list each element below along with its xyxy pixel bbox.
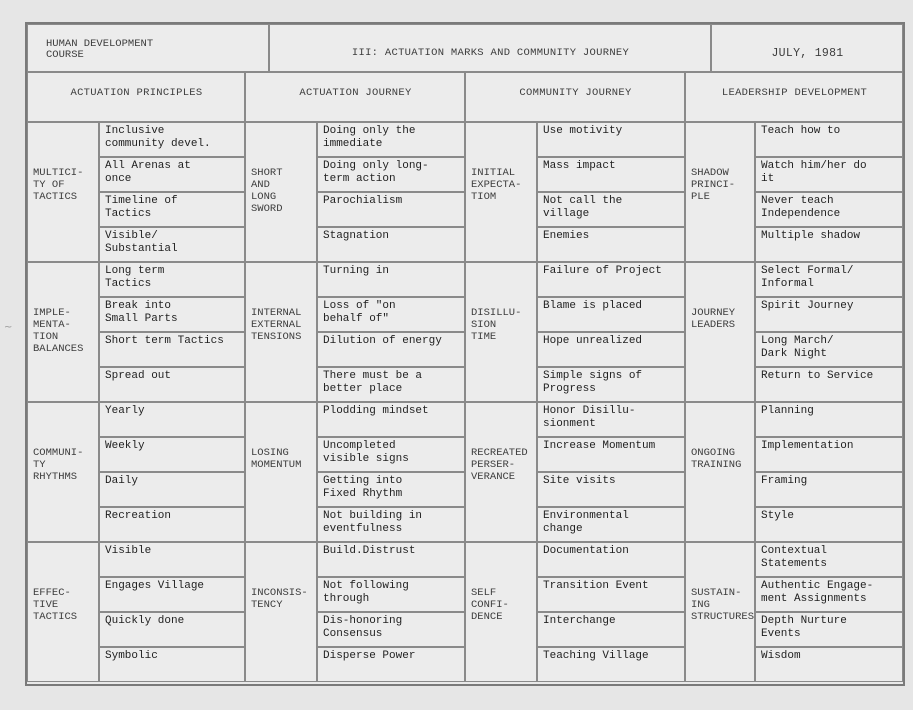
section-2-community-item: Hope unrealized bbox=[537, 332, 685, 367]
column-header-community: COMMUNITY JOURNEY bbox=[465, 72, 685, 122]
section-4-principle-item: Quickly done bbox=[99, 612, 245, 647]
section-2-leadership-item: Spirit Journey bbox=[755, 297, 903, 332]
section-3-leadership-item: Framing bbox=[755, 472, 903, 507]
section-1-actuation-item: Stagnation bbox=[317, 227, 465, 262]
section-2-leadership-category: JOURNEY LEADERS bbox=[685, 262, 755, 402]
section-1-community-category: INITIAL EXPECTA- TIOM bbox=[465, 122, 537, 262]
section-2-actuation-item: Dilution of energy bbox=[317, 332, 465, 367]
section-1-leadership-category: SHADOW PRINCI- PLE bbox=[685, 122, 755, 262]
section-3-community-item: Environmental change bbox=[537, 507, 685, 542]
section-4-community-item: Transition Event bbox=[537, 577, 685, 612]
section-1-leadership-item: Teach how to bbox=[755, 122, 903, 157]
section-3-community-item: Increase Momentum bbox=[537, 437, 685, 472]
section-4-community-category: SELF CONFI- DENCE bbox=[465, 542, 537, 682]
section-4-actuation-category: INCONSIS- TENCY bbox=[245, 542, 317, 682]
section-3-community-item: Honor Disillu- sionment bbox=[537, 402, 685, 437]
section-3-community-item: Site visits bbox=[537, 472, 685, 507]
column-header-actuation: ACTUATION JOURNEY bbox=[245, 72, 465, 122]
section-3-community-category: RECREATED PERSER- VERANCE bbox=[465, 402, 537, 542]
section-1-principle-item: Visible/ Substantial bbox=[99, 227, 245, 262]
section-3-principle-item: Daily bbox=[99, 472, 245, 507]
section-4-actuation-item: Not following through bbox=[317, 577, 465, 612]
section-2-community-category: DISILLU- SION TIME bbox=[465, 262, 537, 402]
section-2-community-item: Blame is placed bbox=[537, 297, 685, 332]
section-3-leadership-item: Planning bbox=[755, 402, 903, 437]
section-4-actuation-item: Dis-honoring Consensus bbox=[317, 612, 465, 647]
section-2-principle-item: Long term Tactics bbox=[99, 262, 245, 297]
section-1-community-item: Mass impact bbox=[537, 157, 685, 192]
section-1-actuation-item: Doing only long- term action bbox=[317, 157, 465, 192]
section-4-community-item: Interchange bbox=[537, 612, 685, 647]
section-4-community-item: Teaching Village bbox=[537, 647, 685, 682]
section-2-actuation-item: There must be a better place bbox=[317, 367, 465, 402]
section-1-community-item: Enemies bbox=[537, 227, 685, 262]
section-1-principle-item: Inclusive community devel. bbox=[99, 122, 245, 157]
section-1-leadership-item: Watch him/her do it bbox=[755, 157, 903, 192]
section-3-actuation-item: Getting into Fixed Rhythm bbox=[317, 472, 465, 507]
section-2-leadership-item: Return to Service bbox=[755, 367, 903, 402]
section-4-community-item: Documentation bbox=[537, 542, 685, 577]
section-4-leadership-category: SUSTAIN- ING STRUCTURES bbox=[685, 542, 755, 682]
section-3-leadership-item: Implementation bbox=[755, 437, 903, 472]
section-2-community-item: Failure of Project bbox=[537, 262, 685, 297]
section-2-principle-category: IMPLE- MENTA- TION BALANCES bbox=[27, 262, 99, 402]
section-1-leadership-item: Multiple shadow bbox=[755, 227, 903, 262]
section-2-actuation-category: INTERNAL EXTERNAL TENSIONS bbox=[245, 262, 317, 402]
section-1-actuation-item: Doing only the immediate bbox=[317, 122, 465, 157]
margin-mark: ~ bbox=[4, 322, 13, 333]
section-3-leadership-item: Style bbox=[755, 507, 903, 542]
section-3-principle-item: Recreation bbox=[99, 507, 245, 542]
column-header-leadership: LEADERSHIP DEVELOPMENT bbox=[685, 72, 903, 122]
section-4-principle-item: Visible bbox=[99, 542, 245, 577]
document-title: III: ACTUATION MARKS AND COMMUNITY JOURNEY bbox=[269, 24, 711, 72]
section-3-principle-item: Weekly bbox=[99, 437, 245, 472]
section-3-actuation-item: Uncompleted visible signs bbox=[317, 437, 465, 472]
chart-table bbox=[25, 22, 905, 686]
section-1-actuation-item: Parochialism bbox=[317, 192, 465, 227]
section-2-actuation-item: Turning in bbox=[317, 262, 465, 297]
section-3-actuation-category: LOSING MOMENTUM bbox=[245, 402, 317, 542]
section-1-community-item: Not call the village bbox=[537, 192, 685, 227]
section-2-principle-item: Short term Tactics bbox=[99, 332, 245, 367]
section-4-actuation-item: Disperse Power bbox=[317, 647, 465, 682]
section-1-principle-item: Timeline of Tactics bbox=[99, 192, 245, 227]
section-2-principle-item: Spread out bbox=[99, 367, 245, 402]
section-3-actuation-item: Plodding mindset bbox=[317, 402, 465, 437]
section-2-leadership-item: Long March/ Dark Night bbox=[755, 332, 903, 367]
section-4-leadership-item: Contextual Statements bbox=[755, 542, 903, 577]
section-2-actuation-item: Loss of "on behalf of" bbox=[317, 297, 465, 332]
section-2-community-item: Simple signs of Progress bbox=[537, 367, 685, 402]
section-4-principle-item: Symbolic bbox=[99, 647, 245, 682]
section-1-actuation-category: SHORT AND LONG SWORD bbox=[245, 122, 317, 262]
section-3-principle-category: COMMUNI- TY RHYTHMS bbox=[27, 402, 99, 542]
section-4-principle-category: EFFEC- TIVE TACTICS bbox=[27, 542, 99, 682]
section-1-principle-item: All Arenas at once bbox=[99, 157, 245, 192]
section-1-leadership-item: Never teach Independence bbox=[755, 192, 903, 227]
section-4-leadership-item: Wisdom bbox=[755, 647, 903, 682]
section-3-principle-item: Yearly bbox=[99, 402, 245, 437]
section-3-actuation-item: Not building in eventfulness bbox=[317, 507, 465, 542]
course-label: HUMAN DEVELOPMENT COURSE bbox=[27, 24, 269, 72]
section-4-leadership-item: Authentic Engage- ment Assignments bbox=[755, 577, 903, 612]
section-2-principle-item: Break into Small Parts bbox=[99, 297, 245, 332]
section-4-actuation-item: Build.Distrust bbox=[317, 542, 465, 577]
section-1-community-item: Use motivity bbox=[537, 122, 685, 157]
section-1-principle-category: MULTICI- TY OF TACTICS bbox=[27, 122, 99, 262]
section-4-leadership-item: Depth Nurture Events bbox=[755, 612, 903, 647]
section-2-leadership-item: Select Formal/ Informal bbox=[755, 262, 903, 297]
document-date: JULY, 1981 bbox=[711, 24, 903, 72]
section-3-leadership-category: ONGOING TRAINING bbox=[685, 402, 755, 542]
column-header-principles: ACTUATION PRINCIPLES bbox=[27, 72, 245, 122]
section-4-principle-item: Engages Village bbox=[99, 577, 245, 612]
